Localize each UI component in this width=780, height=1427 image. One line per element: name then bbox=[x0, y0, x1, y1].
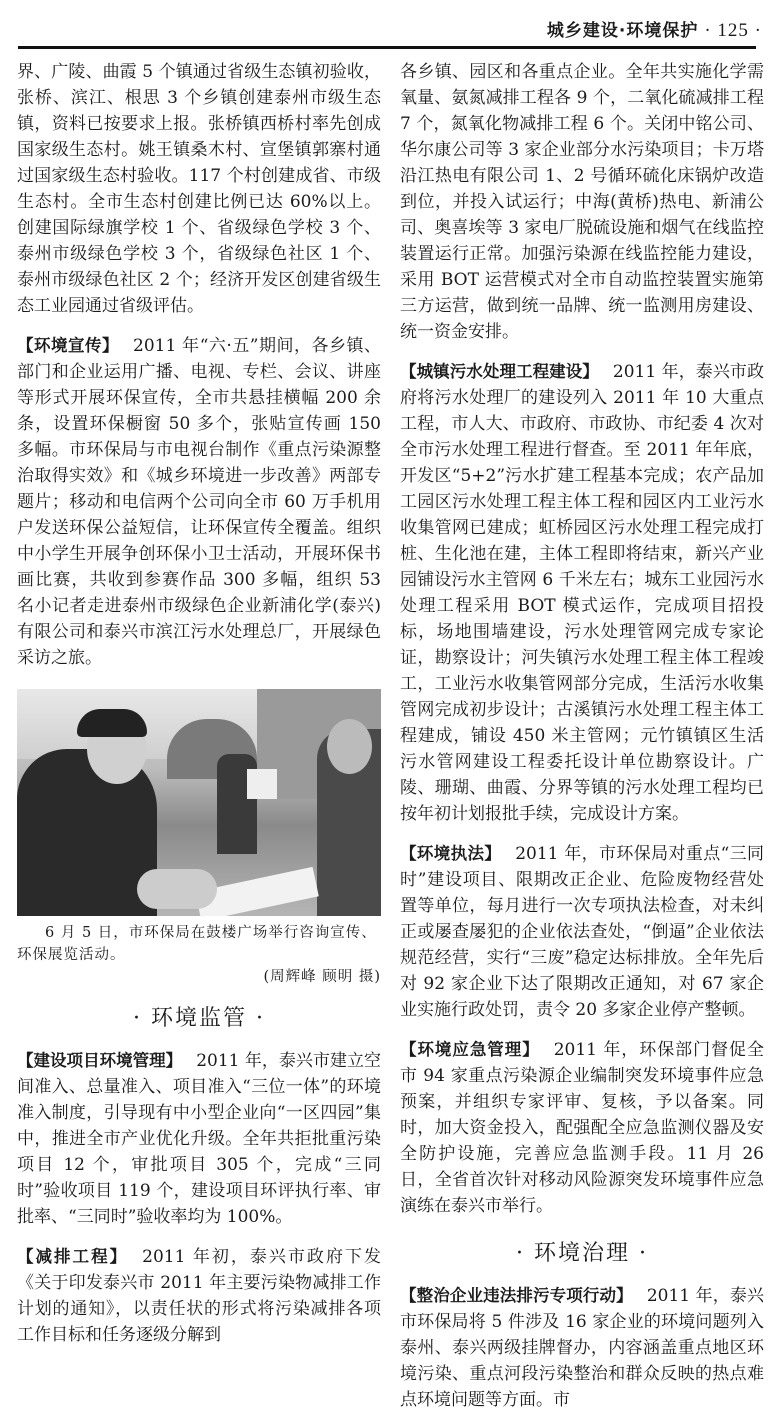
paragraph-text: 各乡镇、园区和各重点企业。全年共实施化学需氧量、氨氮减排工程各 9 个，二氧化硫减排工程 7 个，氮氧化物减排工程 6 个。关闭中铭公司、华尔康公司等 3 家企业部分水污染项目；卡万塔沿江热电有限公司 1、2 号循环硫化床锅炉改造到位，并投入试运行；中海(黄桥)热电、新浦公司、奥喜埃等 3 家电厂脱硫设施和烟气在线监控装置运行正常。加强污染源在线监控能力建设，采用 BOT 运营模式对全市自动监控装置实施第三方运营，做到统一品牌、统一监测用房建设、统一资金安排。 bbox=[400, 62, 764, 342]
paragraph-emission-continued bbox=[400, 59, 764, 345]
paragraph-env-enforcement bbox=[400, 841, 764, 1023]
paragraph-text: 2011 年，泰兴市政府将污水处理厂的建设列入 2011 年 10 大重点工程，市人大、市政府、市政协、市纪委 4 次对全市污水处理工程进行督查。至 2011 年年底，开发区“5+2”污水扩建工程基本完成；农产品加工园区污水处理工程主体工程和园区内工业污水收集管网已建成；虹桥园区污水处理工程完成打桩、生化池在建，主体工程即将结束，新兴产业园铺设污水主管网 6 千米左右；城东工业园污水处理工程采用 BOT 模式运作，完成项目招投标，场地围墙建设，污水处理管网完成专家论证，勘察设计；河失镇污水处理工程主体工程竣工，工业污水收集管网部分完成，生活污水收集管网完成初步设计；古溪镇污水处理工程主体工程建成，铺设 450 米主管网；元竹镇镇区生活污水管网建设工程委托设计单位勘察设计。广陵、珊瑚、曲霞、分界等镇的污水处理工程均已按年初计划报批手续，完成设计方案。 bbox=[400, 362, 765, 824]
section-name: 城乡建设·环境保护 bbox=[546, 21, 699, 41]
paragraph-title: 【减排工程】 bbox=[17, 1247, 129, 1266]
paragraph-env-emergency bbox=[400, 1037, 764, 1219]
photo-credit: (周辉峰 顾明 摄) bbox=[263, 969, 381, 985]
paragraph-eco-creation bbox=[17, 59, 381, 319]
paragraph-sewage-treatment bbox=[400, 359, 764, 827]
paragraph-text: 2011 年初，泰兴市政府下发《关于印发泰兴市 2011 年主要污染物减排工作计划的通知》，以责任状的形式将污染减排各项工作目标和任务逐级分解到 bbox=[17, 1247, 381, 1345]
paragraph-title: 【城镇污水处理工程建设】 bbox=[400, 362, 599, 381]
paragraph-env-publicity bbox=[17, 333, 381, 671]
left-column bbox=[17, 59, 381, 1427]
paragraph-title: 【建设项目环境管理】 bbox=[17, 1051, 183, 1070]
caption-text: 6 月 5 日，市环保局在鼓楼广场举行咨询宣传、环保展览活动。 bbox=[17, 925, 377, 963]
photo-caption bbox=[17, 922, 381, 988]
paragraph-text: 2011 年“六·五”期间，各乡镇、部门和企业运用广播、电视、专栏、会议、讲座等形式开展环保宣传，全市共悬挂横幅 200 余条，设置环保橱窗 50 多个，张贴宣传画 150 多幅。市环保局与市电视台制作《重点污染源整治取得实效》和《城乡环境进一步改善》两部专题片；移动和电信两个公司向全市 60 万手机用户发送环保公益短信，让环保宣传全覆盖。组织中小学生开展争创环保小卫士活动，开展环保书画比赛，共收到参赛作品 300 多幅，组织 53 名小记者走进泰州市级绿色企业新浦化学(泰兴)有限公司和泰兴市滨江污水处理总厂，开展绿色采访之旅。 bbox=[17, 336, 382, 668]
paragraph-title: 【整治企业违法排污专项行动】 bbox=[400, 1286, 633, 1305]
paragraph-illegal-discharge-action bbox=[400, 1283, 764, 1413]
news-photo bbox=[17, 689, 381, 916]
paragraph-emission-reduction bbox=[17, 1244, 381, 1348]
page-number: · 125 · bbox=[704, 20, 762, 41]
paragraph-title: 【环境应急管理】 bbox=[400, 1040, 540, 1059]
paragraph-text: 界、广陵、曲霞 5 个镇通过省级生态镇初验收，张桥、滨江、根思 3 个乡镇创建泰州市级生态镇，资料已按要求上报。张桥镇西桥村率先创成国家级生态村。姚王镇桑木村、宣堡镇郭寨村通过国家级生态村验收。117 个村创建成省、市级生态村。全市生态村创建比例已达 60%以上。创建国际绿旗学校 1 个、省级绿色学校 3 个、泰州市级绿色学校 3 个，省级绿色社区 1 个、泰州市级绿色社区 2 个；经济开发区创建省级生态工业园通过省级评估。 bbox=[17, 62, 381, 316]
paragraph-text: 2011 年，环保部门督促全市 94 家重点污染源企业编制突发环境事件应急预案，并组织专家评审、复核，予以备案。同时，加大资金投入，配强配全应急监测仪器及安全防护设施，完善应急监测手段。11 月 26 日，全省首次针对移动风险源突发环境事件应急演练在泰兴市举行。 bbox=[400, 1040, 764, 1216]
right-column bbox=[400, 59, 764, 1427]
paragraph-text: 2011 年，市环保局对重点“三同时”建设项目、限期改正企业、危险废物经营处置等单位，每月进行一次专项执法检查，对未纠正或屡查屡犯的企业依法查处，“倒逼”企业依法规范经营，实行“三废”稳定达标排放。全年先后对 92 家企业下达了限期改正通知，对 67 家企业实施行政处罚，责令 20 多家企业停产整顿。 bbox=[400, 844, 765, 1020]
paragraph-project-env-mgmt bbox=[17, 1048, 381, 1230]
paragraph-text: 2011 年，泰兴市环保局将 5 件涉及 16 家企业的环境问题列入泰州、泰兴两级挂牌督办，内容涵盖重点地区环境污染、重点河段污染整治和群众反映的热点难点环境问题等方面。市 bbox=[400, 1286, 764, 1410]
section-heading-env-supervision: · 环境监管 · bbox=[133, 1006, 265, 1031]
paragraph-title: 【环境宣传】 bbox=[17, 336, 120, 355]
paragraph-title: 【环境执法】 bbox=[400, 844, 502, 863]
paragraph-text: 2011 年，泰兴市建立空间准入、总量准入、项目准入“三位一体”的环境准入制度，引导现有中小型企业向“一区四园”集中，推进全市产业优化升级。全年共拒批重污染项目 12 个，审批项目 305 个，完成“三同时”验收项目 119 个，建设项目环评执行率、审批率、“三同时”验收率均为 100%。 bbox=[17, 1051, 382, 1227]
section-heading-env-governance: · 环境治理 · bbox=[516, 1241, 648, 1266]
